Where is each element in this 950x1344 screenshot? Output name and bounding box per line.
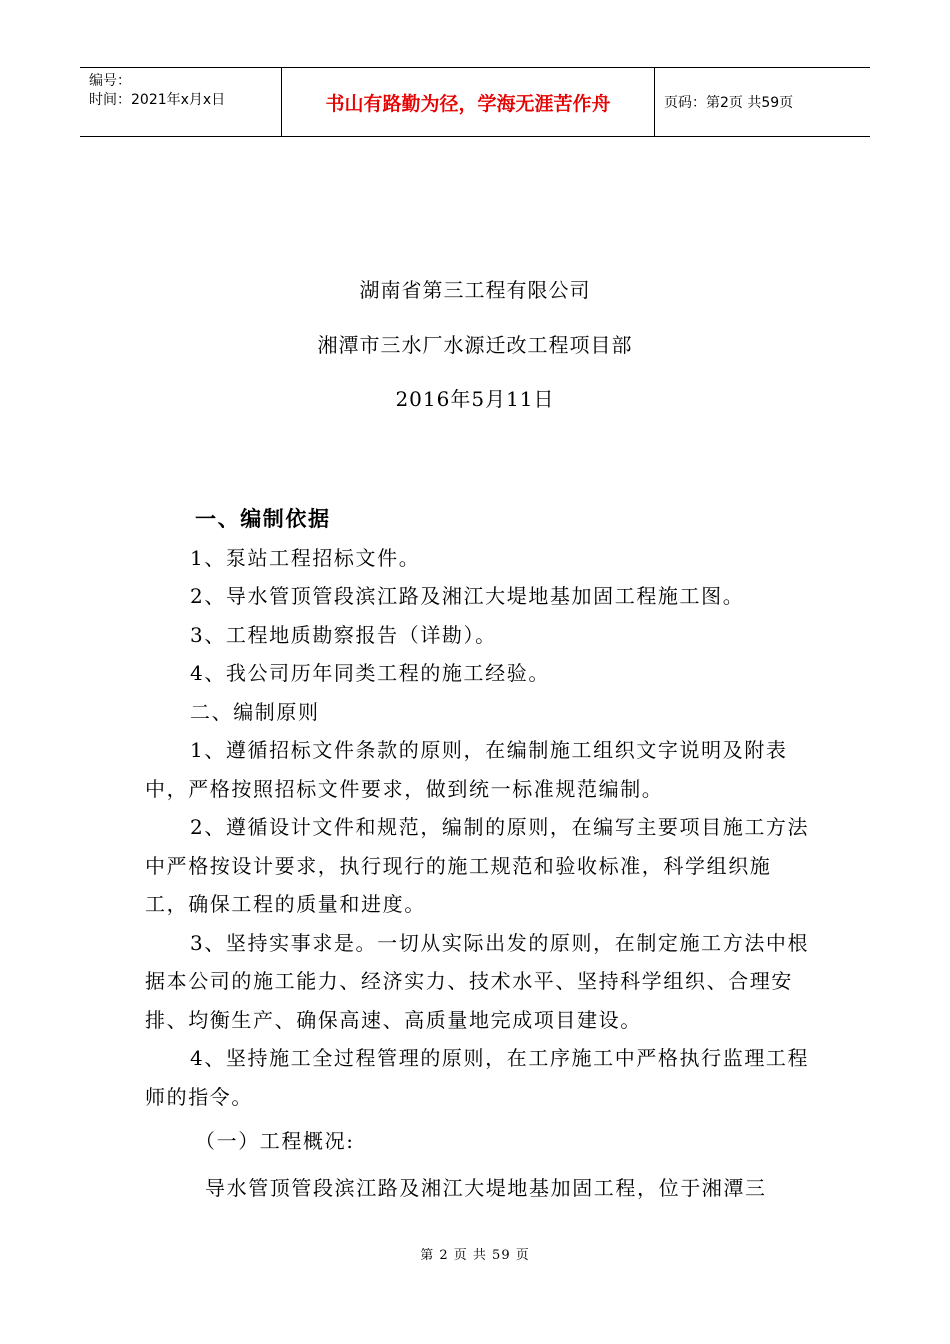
department-name: 湘潭市三水厂水源迁改工程项目部 bbox=[317, 333, 633, 357]
principle-item: 3、坚持实事求是。一切从实际出发的原则，在制定施工方法中根据本公司的施工能力、经济实力、技术水平、坚持科学组织、合理安排、均衡生产、确保高速、高质量地完成项目建设。 bbox=[145, 930, 810, 1032]
document-body bbox=[145, 500, 810, 1207]
basis-item: 3、工程地质勘察报告（详勘）。 bbox=[190, 622, 497, 647]
document-date: 2016年5月11日 bbox=[395, 387, 555, 411]
page-footer: 第 2 页 共 59 页 bbox=[420, 1248, 530, 1263]
time-label: 时间：2021年x月x日 bbox=[89, 92, 226, 108]
section-title-basis: 一、编制依据 bbox=[195, 506, 331, 531]
document-header bbox=[80, 67, 870, 137]
header-motto: 书山有路勤为径，学海无涯苦作舟 bbox=[282, 68, 655, 136]
basis-item: 4、我公司历年同类工程的施工经验。 bbox=[190, 661, 550, 685]
principle-item: 1、遵循招标文件条款的原则，在编制施工组织文字说明及附表中，严格按照招标文件要求，做到统一标准规范编制。 bbox=[145, 738, 788, 801]
overview-paragraph: 导水管顶管段滨江路及湘江大堤地基加固工程，位于湘潭三 bbox=[205, 1175, 767, 1200]
header-meta bbox=[80, 68, 282, 136]
principle-item: 4、坚持施工全过程管理的原则，在工序施工中严格执行监理工程师的指令。 bbox=[145, 1046, 810, 1109]
company-name: 湖南省第三工程有限公司 bbox=[359, 278, 591, 302]
basis-item: 2、导水管顶管段滨江路及湘江大堤地基加固工程施工图。 bbox=[190, 584, 745, 608]
header-page-info: 页码：第2页 共59页 bbox=[664, 95, 794, 111]
principle-item: 2、遵循设计文件和规范，编制的原则，在编写主要项目施工方法中严格按设计要求，执行现行的施工规范和验收标准，科学组织施工，确保工程的质量和进度。 bbox=[145, 815, 810, 916]
number-label: 编号： bbox=[89, 73, 131, 89]
section-title-principles: 二、编制原则 bbox=[190, 699, 320, 724]
basis-item: 1、泵站工程招标文件。 bbox=[190, 545, 421, 570]
subsection-title-overview: （一）工程概况: bbox=[195, 1129, 355, 1153]
